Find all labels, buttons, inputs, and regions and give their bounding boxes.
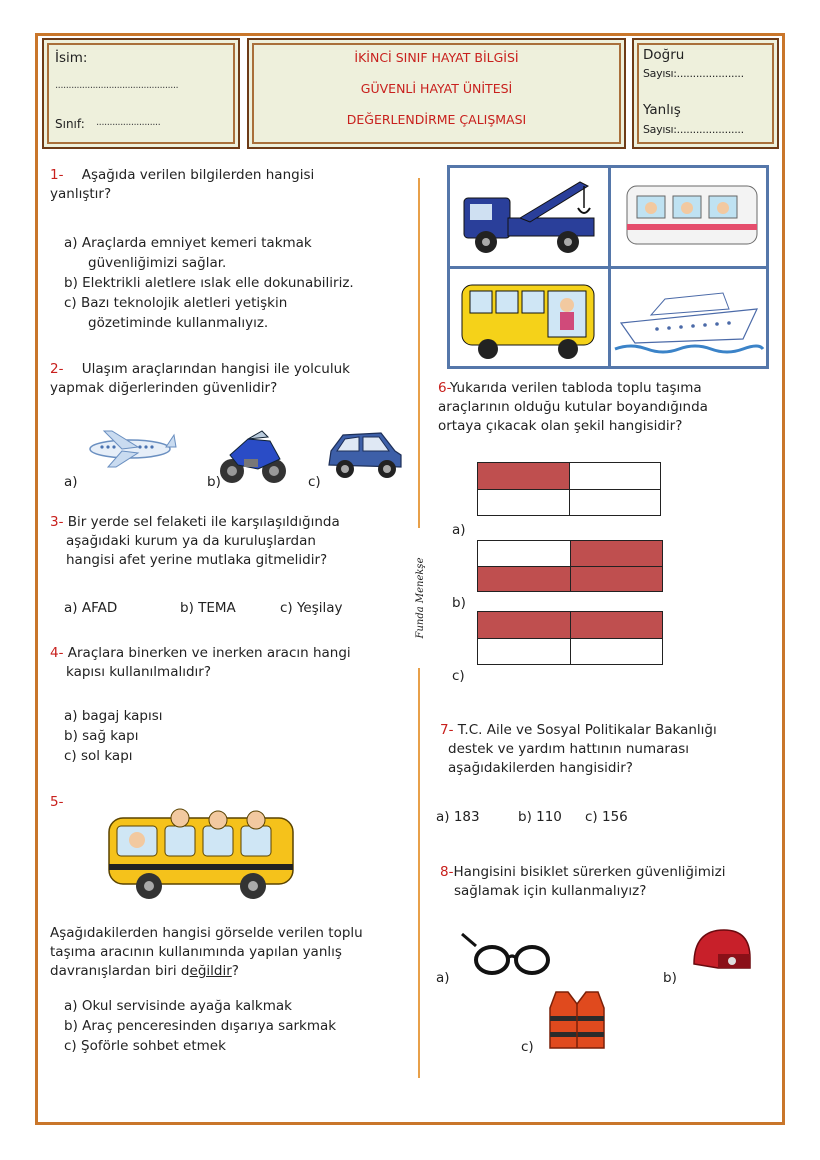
q2-number: 2- [50, 361, 64, 377]
name-label: İsim: [55, 50, 88, 66]
wrong-label: Yanlış [643, 102, 681, 118]
q4-line2: kapısı kullanılmalıdır? [66, 664, 211, 680]
q6-option-a-key[interactable]: a) [452, 522, 466, 538]
grid-cell-ship [611, 269, 766, 366]
q4-option-a[interactable]: a) bagaj kapısı [64, 708, 163, 724]
car-icon[interactable] [325, 425, 405, 483]
q5-option-b[interactable]: b) Araç penceresinden dışarıya sarkmak [64, 1018, 337, 1034]
q5-line3-pre: davranışlardan biri d [50, 963, 190, 979]
q5-line3-under: eğildir [189, 963, 232, 979]
q2-line1: Ulaşım araçlarından hangisi ile yolculuk [81, 361, 350, 377]
life-vest-icon[interactable] [544, 988, 610, 1052]
grid-cell [570, 638, 663, 665]
title-box [247, 38, 626, 149]
q4-line1: Araçlara binerken ve inerken aracın hangi [67, 645, 351, 661]
glasses-icon[interactable] [458, 930, 558, 982]
q6-option-b-grid[interactable] [477, 540, 663, 592]
grid-cell [477, 462, 570, 490]
q3-line3: hangisi afet yerine mutlaka gitmelidir? [66, 552, 328, 568]
name-line: .............................................. [55, 80, 179, 91]
q1-option-c[interactable]: c) Bazı teknolojik aletleri yetişkin [64, 295, 288, 311]
correct-count: Sayısı:..................... [643, 67, 744, 80]
motorcycle-icon[interactable] [218, 425, 288, 487]
q5-text [50, 924, 415, 981]
q7-option-c[interactable]: c) 156 [585, 809, 628, 825]
wrong-count: Sayısı:..................... [643, 123, 744, 136]
q6-option-b-key[interactable]: b) [452, 595, 466, 611]
bus-icon [450, 269, 608, 366]
q4-text [50, 644, 415, 682]
q3-option-a[interactable]: a) AFAD [64, 600, 118, 616]
q3-option-c[interactable]: c) Yeşilay [280, 600, 343, 616]
q6-number: 6- [438, 380, 450, 396]
grid-cell-train [611, 168, 766, 266]
q8-text [440, 863, 780, 901]
grid-cell [477, 540, 571, 567]
q2-option-c-key[interactable]: c) [308, 474, 321, 490]
q8-option-c-key[interactable]: c) [521, 1039, 534, 1055]
helmet-icon[interactable] [688, 924, 754, 982]
vehicle-grid [447, 165, 769, 369]
q1-option-a[interactable]: a) Araçlarda emniyet kemeri takmak [64, 235, 312, 251]
q1-line2: yanlıştır? [50, 186, 112, 202]
class-label: Sınıf: [55, 117, 85, 131]
q7-number: 7- [440, 722, 454, 738]
q7-line2: destek ve yardım hattının numarası [448, 741, 690, 757]
correct-label: Doğru [643, 47, 685, 63]
q6-line2: araçlarının olduğu kutular boyandığında [438, 399, 708, 415]
grid-cell [570, 540, 663, 567]
q3-line2: aşağıdaki kurum ya da kuruluşlardan [66, 533, 316, 549]
q5-line3-post: ? [231, 963, 239, 979]
q1-line1: Aşağıda verilen bilgilerden hangisi [81, 167, 315, 183]
q1-option-a-cont: güvenliğimizi sağlar. [88, 255, 227, 271]
q1-option-c-cont: gözetiminde kullanmalıyız. [88, 315, 269, 331]
grid-cell [569, 462, 661, 490]
grid-cell [569, 489, 661, 516]
q7-line1: T.C. Aile ve Sosyal Politikalar Bakanlığı [457, 722, 717, 738]
q5-line1: Aşağıdakilerden hangisi görselde verilen toplu [50, 925, 363, 941]
q7-line3: aşağıdakilerden hangisidir? [448, 760, 633, 776]
grid-cell [477, 489, 570, 516]
q4-number: 4- [50, 645, 64, 661]
q8-number: 8- [440, 864, 454, 880]
school-bus-icon [103, 808, 303, 904]
q1-text [50, 166, 410, 204]
q3-text [50, 513, 415, 570]
q1-options [64, 233, 414, 333]
q6-option-c-key[interactable]: c) [452, 668, 465, 684]
q4-option-b[interactable]: b) sağ kapı [64, 728, 139, 744]
q4-options [64, 706, 163, 766]
title-line-2: GÜVENLİ HAYAT ÜNİTESİ [360, 81, 513, 96]
q5-option-a[interactable]: a) Okul servisinde ayağa kalkmak [64, 998, 292, 1014]
q2-option-b-key[interactable]: b) [207, 474, 221, 490]
q6-line1: Yukarıda verilen tabloda toplu taşıma [449, 380, 702, 396]
q5-option-c[interactable]: c) Şoförle sohbet etmek [64, 1038, 226, 1054]
student-info-box [42, 38, 240, 149]
q6-option-a-grid[interactable] [477, 462, 661, 516]
airplane-icon[interactable] [82, 423, 178, 471]
ship-icon [611, 269, 766, 366]
grid-cell [570, 566, 663, 592]
q2-option-a-key[interactable]: a) [64, 474, 78, 490]
q6-option-c-grid[interactable] [477, 611, 663, 665]
grid-cell [570, 611, 663, 639]
q5-options [64, 996, 336, 1056]
q5-number: 5- [50, 794, 64, 810]
q2-text [50, 360, 410, 398]
q6-line3: ortaya çıkacak olan şekil hangisidir? [438, 418, 683, 434]
grid-cell [477, 566, 571, 592]
grid-cell-crane-truck [450, 168, 608, 266]
signature: Funda Menekşe [415, 528, 435, 668]
q3-number: 3- [50, 514, 64, 530]
q3-option-b[interactable]: b) TEMA [180, 600, 236, 616]
q6-text [438, 379, 778, 436]
q7-option-a[interactable]: a) 183 [436, 809, 480, 825]
q4-option-c[interactable]: c) sol kapı [64, 748, 133, 764]
q8-option-a-key[interactable]: a) [436, 970, 450, 986]
class-line: ........................ [96, 117, 161, 128]
q7-option-b[interactable]: b) 110 [518, 809, 562, 825]
grid-cell [477, 638, 571, 665]
title-line-3: DEĞERLENDİRME ÇALIŞMASI [346, 112, 527, 127]
q2-line2: yapmak diğerlerinden güvenlidir? [50, 380, 278, 396]
q3-line1: Bir yerde sel felaketi ile karşılaşıldığında [67, 514, 340, 530]
q5-line2: taşıma aracının kullanımında yapılan yanlış [50, 944, 342, 960]
title-line-1: İKİNCİ SINIF HAYAT BİLGİSİ [354, 50, 519, 65]
q1-option-b[interactable]: b) Elektrikli aletlere ıslak elle dokunabiliriz. [64, 275, 354, 291]
grid-cell [477, 611, 571, 639]
train-icon [611, 168, 766, 266]
grid-cell-school-bus [450, 269, 608, 366]
q8-line1: Hangisini bisiklet sürerken güvenliğimizi [453, 864, 726, 880]
crane-truck-icon [450, 168, 608, 266]
q1-number: 1- [50, 167, 64, 183]
q8-line2: sağlamak için kullanmalıyız? [454, 883, 647, 899]
q7-text [440, 721, 780, 778]
q8-option-b-key[interactable]: b) [663, 970, 677, 986]
score-box [632, 38, 779, 149]
